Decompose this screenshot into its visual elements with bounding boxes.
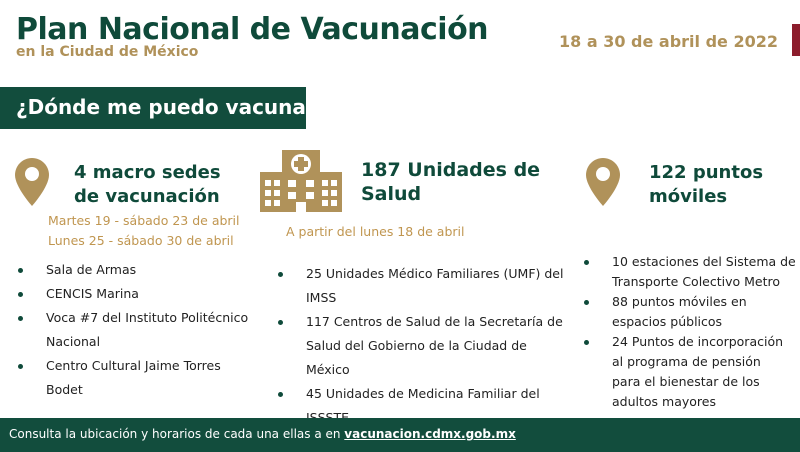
- macro-sedes-schedule: [48, 211, 240, 251]
- schedule-line: Lunes 25 - sábado 30 de abril: [48, 233, 234, 248]
- macro-sedes-title-line2: de vacunación: [74, 186, 220, 207]
- list-item: Centro Cultural Jaime Torres: [12, 354, 262, 378]
- puntos-moviles-title-line2: móviles: [649, 186, 728, 207]
- page-title: Plan Nacional de Vacunación: [16, 12, 489, 47]
- list-item-continuation: IMSS: [306, 290, 337, 305]
- footer-message: Consulta la ubicación y horarios de cada una ellas a en: [9, 427, 345, 441]
- list-item-continuation: espacios públicos: [612, 314, 723, 329]
- list-item: Sala de Armas: [12, 258, 262, 282]
- footer-text: [9, 427, 516, 441]
- unidades-title-line2: Salud: [361, 183, 422, 205]
- macro-sedes-title: [74, 161, 221, 209]
- unidades-schedule: [286, 222, 464, 242]
- unidades-list: [272, 262, 572, 430]
- map-pin-icon: [14, 157, 50, 207]
- puntos-moviles-title-line1: 122 puntos: [649, 162, 764, 183]
- schedule-line: A partir del lunes 18 de abril: [286, 224, 465, 239]
- list-item: CENCIS Marina: [12, 282, 262, 306]
- schedule-line: Martes 19 - sábado 23 de abril: [48, 213, 240, 228]
- vacunacion-link[interactable]: vacunacion.cdmx.gob.mx: [344, 427, 516, 441]
- footer-bar: [0, 418, 800, 452]
- unidades-title: [361, 158, 540, 206]
- list-item: Voca #7 del Instituto Politécnico: [12, 306, 262, 330]
- list-item-continuation: para el bienestar de los: [612, 374, 760, 389]
- list-item: 25 Unidades Médico Familiares (UMF) del: [272, 262, 572, 286]
- list-item-continuation: adultos mayores: [612, 394, 716, 409]
- list-item-continuation: al programa de pensión: [612, 354, 761, 369]
- question-banner: [0, 87, 328, 129]
- unidades-title-line1: 187 Unidades de: [361, 159, 541, 181]
- date-range: 18 a 30 de abril de 2022: [559, 32, 778, 51]
- list-item-continuation: Transporte Colectivo Metro: [612, 274, 781, 289]
- macro-sedes-list: [12, 258, 262, 402]
- map-pin-icon: [585, 157, 621, 207]
- list-item-continuation: Bodet: [46, 382, 83, 397]
- list-item-continuation: México: [306, 362, 350, 377]
- macro-sedes-title-line1: 4 macro sedes: [74, 162, 221, 183]
- puntos-moviles-title: [649, 161, 763, 209]
- list-item: 45 Unidades de Medicina Familiar del: [272, 382, 572, 406]
- accent-bar: [792, 24, 800, 56]
- list-item: 117 Centros de Salud de la Secretaría de: [272, 310, 572, 334]
- page-subtitle: en la Ciudad de México: [16, 44, 199, 60]
- list-item: 88 puntos móviles en: [578, 292, 800, 312]
- list-item-continuation: Nacional: [46, 334, 101, 349]
- question-text: ¿Dónde me puedo vacunar?: [16, 95, 328, 119]
- list-item: 10 estaciones del Sistema de: [578, 252, 800, 272]
- hospital-building-icon: [258, 150, 344, 212]
- list-item-continuation: Salud del Gobierno de la Ciudad de: [306, 338, 527, 353]
- list-item: 24 Puntos de incorporación: [578, 332, 800, 352]
- puntos-moviles-list: [578, 252, 800, 412]
